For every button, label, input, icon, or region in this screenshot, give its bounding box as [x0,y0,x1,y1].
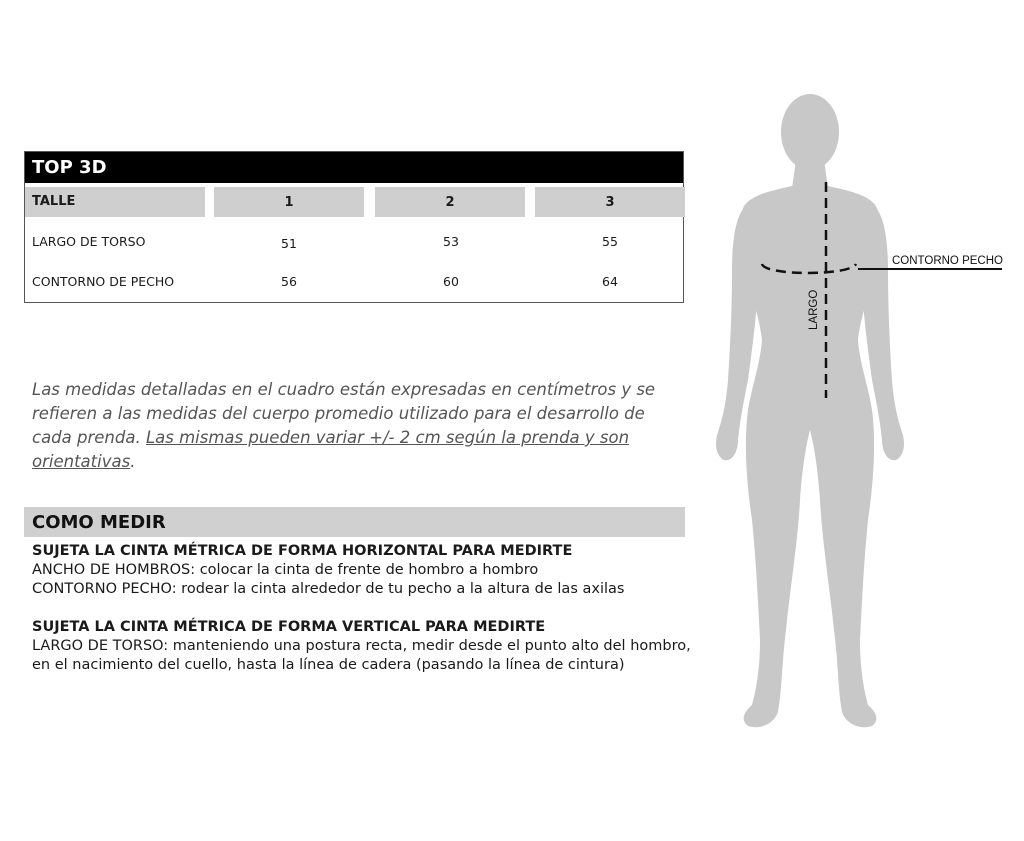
body-silhouette-figure [700,80,1024,740]
horizontal-line-2: CONTORNO PECHO: rodear la cinta alrededor de tu pecho a la altura de las axilas [32,581,625,597]
cell-largo-2: 53 [443,234,459,249]
cell-contorno-1: 56 [281,274,297,289]
horizontal-line-1: ANCHO DE HOMBROS: colocar la cinta de frente de hombro a hombro [32,562,539,578]
header-size-3: 3 [535,187,685,217]
size-table [24,151,684,303]
table-title: TOP 3D [25,152,683,183]
header-size-2: 2 [375,187,525,217]
vertical-line-2: en el nacimiento del cuello, hasta la línea de cadera (pasando la línea de cintura) [32,657,625,673]
label-largo: LARGO [808,289,820,330]
measurement-note [32,378,682,474]
cell-contorno-2: 60 [443,274,459,289]
vertical-instructions [32,618,692,675]
horizontal-heading: SUJETA LA CINTA MÉTRICA DE FORMA HORIZONTAL PARA MEDIRTE [32,543,573,559]
note-end: . [130,452,136,471]
vertical-line-1: LARGO DE TORSO: manteniendo una postura recta, medir desde el punto alto del hombro, [32,638,691,654]
vertical-heading: SUJETA LA CINTA MÉTRICA DE FORMA VERTICAL PARA MEDIRTE [32,619,546,635]
cell-contorno-3: 64 [602,274,618,289]
cell-largo-3: 55 [602,234,618,249]
note-underlined: Las mismas pueden variar +/- 2 cm según la prenda y son orientativas [32,428,630,471]
row-label-largo: LARGO DE TORSO [32,234,146,249]
cell-largo-1: 51 [281,236,297,251]
como-medir-title: COMO MEDIR [24,507,685,537]
body-silhouette [716,94,904,727]
note-text: Las medidas detalladas en el cuadro están expresadas en centímetros y se refieren a las medidas del cuerpo promedio utilizado para el desarrollo de cada prenda. [32,380,656,447]
row-label-contorno: CONTORNO DE PECHO [32,274,175,289]
header-size-1: 1 [214,187,364,217]
label-contorno-pecho: CONTORNO PECHO [892,255,1003,267]
header-talle: TALLE [25,187,205,217]
horizontal-instructions [32,542,692,599]
